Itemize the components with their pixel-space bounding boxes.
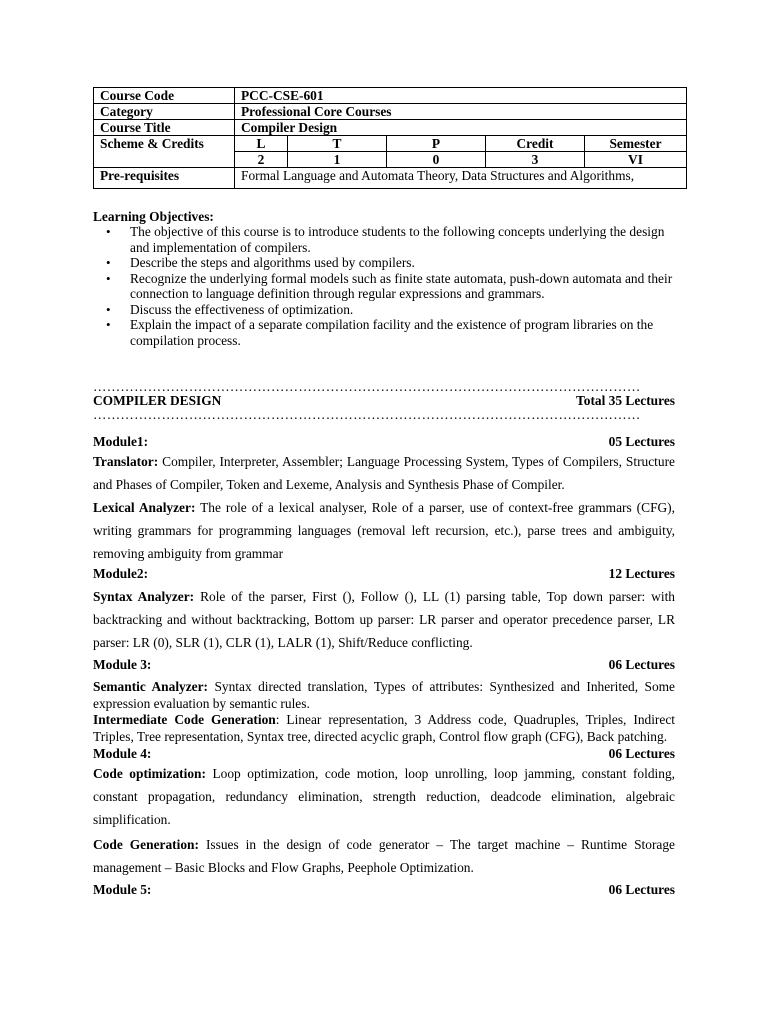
course-code-row	[94, 88, 687, 104]
module-3-header	[93, 656, 675, 673]
semantic-analyzer-paragraph	[93, 679, 675, 712]
topic-text: The role of a lexical analyser, Role of a parser, use of context-free grammars (CFG), writing grammars for programming languages (removal left recursion, etc.), parse trees and ambiguity, removing ambiguity from grammar	[93, 500, 675, 561]
prerequisites-label: Pre-requisites	[94, 168, 235, 189]
objective-item: • The objective of this course is to introduce students to the following concepts underlying the design and implementation of compilers.	[130, 224, 675, 255]
lexical-analyzer-paragraph	[93, 496, 675, 565]
category-row	[94, 104, 687, 120]
category-label: Category	[94, 104, 235, 120]
topic-label: Lexical Analyzer:	[93, 500, 196, 515]
course-title-label: Course Title	[94, 120, 235, 136]
scheme-header-row	[94, 136, 687, 152]
module-5-header	[93, 881, 675, 898]
topic-text: Syntax directed translation, Types of attributes: Synthesized and Inherited, Some expression evaluation by semantic rules.	[93, 679, 675, 711]
topic-text: Issues in the design of code generator – The target machine – Runtime Storage management – Basic Blocks and Flow Graphs, Peephole Optimization.	[93, 837, 675, 875]
objective-item: • Discuss the effectiveness of optimization.	[130, 302, 675, 318]
code-optimization-paragraph	[93, 762, 675, 831]
value-l: 2	[235, 152, 288, 168]
course-title-row	[94, 120, 687, 136]
value-t: 1	[288, 152, 387, 168]
scheme-credits-label: Scheme & Credits	[94, 136, 235, 168]
module-title: Module 4:	[93, 746, 152, 761]
topic-label: Code optimization:	[93, 766, 206, 781]
header-t: T	[288, 136, 387, 152]
module-lectures: 06 Lectures	[608, 882, 675, 897]
intermediate-code-paragraph	[93, 712, 675, 745]
objective-item: • Explain the impact of a separate compilation facility and the existence of program libraries on the compilation process.	[130, 317, 675, 348]
course-code-value: PCC-CSE-601	[235, 88, 687, 104]
topic-text: Role of the parser, First (), Follow (), LL (1) parsing table, Top down parser: with backtracking and without backtracking, Bottom up parser: LR parser and operator precedence parser, LR parser: LR (0), SLR (1), CLR (1), LALR (1), Shift/Reduce conflicting.	[93, 589, 675, 650]
topic-text: : Linear representation, 3 Address code, Quadruples, Triples, Indirect Triples, Tree representation, Syntax tree, directed acyclic graph, Control flow graph (CFG), Back patching.	[93, 712, 675, 744]
module-4-header	[93, 745, 675, 762]
section-title-row	[93, 393, 675, 409]
topic-label: Syntax Analyzer:	[93, 589, 195, 604]
module-title: Module 5:	[93, 882, 152, 897]
header-credit: Credit	[486, 136, 585, 152]
learning-objectives-list	[93, 224, 675, 348]
header-l: L	[235, 136, 288, 152]
topic-label: Code Generation:	[93, 837, 199, 852]
total-lectures: Total 35 Lectures	[576, 393, 675, 408]
topic-text: Compiler, Interpreter, Assembler; Language Processing System, Types of Compilers, Structure and Phases of Compiler, Token and Lexeme, Analysis and Synthesis Phase of Compiler.	[93, 454, 675, 492]
syllabus-page	[93, 87, 675, 898]
category-value: Professional Core Courses	[235, 104, 687, 120]
course-title-value: Compiler Design	[235, 120, 687, 136]
module-title: Module1:	[93, 434, 149, 449]
module-2-header	[93, 565, 675, 582]
syntax-analyzer-paragraph	[93, 585, 675, 654]
code-generation-paragraph	[93, 833, 675, 879]
course-info-table	[93, 87, 687, 189]
learning-objectives-heading: Learning Objectives:	[93, 209, 214, 224]
value-p: 0	[387, 152, 486, 168]
dotted-separator-bottom: …………………………………………………………………………………………………………	[93, 409, 641, 421]
section-title: COMPILER DESIGN	[93, 393, 222, 408]
header-semester: Semester	[585, 136, 687, 152]
objective-item: • Recognize the underlying formal models such as finite state automata, push-down automata and their connection to language definition through regular expressions and grammars.	[130, 271, 675, 302]
objective-item: • Describe the steps and algorithms used by compilers.	[130, 255, 675, 271]
module-1-header	[93, 433, 675, 450]
course-code-label: Course Code	[94, 88, 235, 104]
topic-label: Translator:	[93, 454, 159, 469]
module-lectures: 12 Lectures	[608, 566, 675, 581]
value-credit: 3	[486, 152, 585, 168]
module-lectures: 05 Lectures	[608, 434, 675, 449]
prerequisites-value: Formal Language and Automata Theory, Data Structures and Algorithms,	[235, 168, 687, 189]
module-title: Module2:	[93, 566, 149, 581]
header-p: P	[387, 136, 486, 152]
prerequisites-row	[94, 168, 687, 189]
module-lectures: 06 Lectures	[608, 657, 675, 672]
topic-text: Loop optimization, code motion, loop unrolling, loop jamming, constant folding, constant propagation, redundancy elimination, strength reduction, deadcode elimination, algebraic simplification.	[93, 766, 675, 827]
value-semester: VI	[585, 152, 687, 168]
module-lectures: 06 Lectures	[608, 746, 675, 761]
translator-paragraph	[93, 450, 675, 496]
topic-label: Semantic Analyzer:	[93, 679, 209, 694]
dotted-separator-top: …………………………………………………………………………………………………………	[93, 381, 641, 393]
topic-label: Intermediate Code Generation	[93, 712, 276, 727]
module-title: Module 3:	[93, 657, 152, 672]
